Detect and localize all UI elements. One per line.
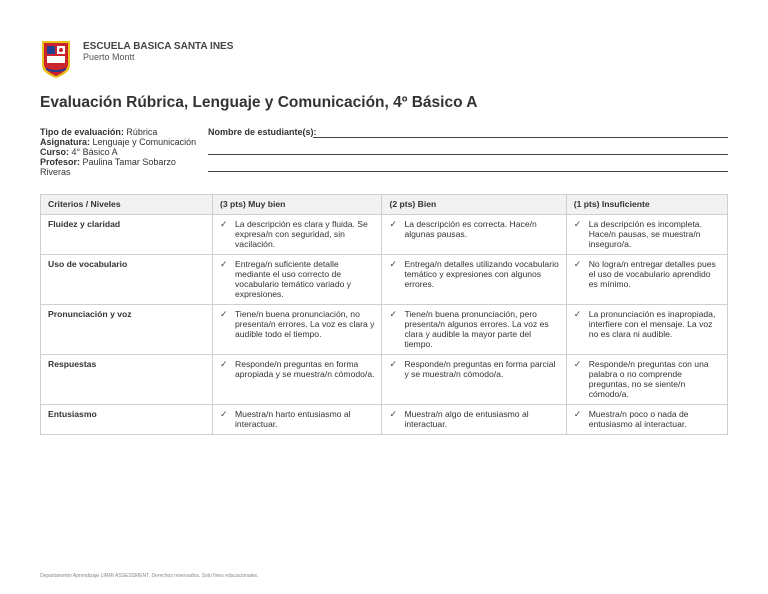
school-city: Puerto Montt xyxy=(83,52,135,62)
descriptor-text: Entrega/n suficiente detalle mediante el uso correcto de vocabulario temático variado y expresiones. xyxy=(235,259,352,299)
asignatura-label: Asignatura: xyxy=(40,137,91,147)
school-crest-icon xyxy=(40,39,72,79)
tipo-label: Tipo de evaluación: xyxy=(40,127,124,137)
descriptor-cell xyxy=(566,255,727,305)
school-header xyxy=(40,39,233,79)
check-icon: ✓ xyxy=(573,359,582,369)
descriptor-text: Responde/n preguntas en forma apropiada y se muestra/n cómodo/a. xyxy=(235,359,375,379)
table-header-row xyxy=(41,195,728,215)
descriptor-text: No logra/n entregar detalles pues el uso de vocabulario aprendido es mínimo. xyxy=(588,259,716,289)
student-name-label: Nombre de estudiante(s): xyxy=(208,127,317,137)
descriptor-text: La descripción es clara y fluida. Se expresa/n con seguridad, sin vacilación. xyxy=(235,219,368,249)
descriptor-cell xyxy=(566,355,727,405)
descriptor-cell xyxy=(382,405,566,435)
evaluation-meta xyxy=(40,127,205,177)
column-header-criteria: Criterios / Niveles xyxy=(41,195,213,215)
descriptor-text: Muestra/n harto entusiasmo al interactuar. xyxy=(235,409,351,429)
check-icon: ✓ xyxy=(220,259,228,269)
descriptor-cell xyxy=(566,305,727,355)
descriptor-text: Entrega/n detalles utilizando vocabulario temático y expresiones con algunos errores. xyxy=(404,259,559,289)
table-row xyxy=(41,215,728,255)
descriptor-cell xyxy=(382,215,566,255)
descriptor-text: La descripción es correcta. Hace/n algunas pausas. xyxy=(404,219,537,239)
descriptor-text: La descripción es incompleta. Hace/n pausas, se muestra/n inseguro/a. xyxy=(588,219,702,249)
descriptor-text: Muestra/n poco o nada de entusiasmo al interactuar. xyxy=(588,409,689,429)
descriptor-cell xyxy=(213,255,382,305)
check-icon: ✓ xyxy=(573,219,582,229)
descriptor-text: Tiene/n buena pronunciación, pero presenta/n algunos errores. La voz es clara y audible la mayor parte del tiempo. xyxy=(404,309,549,349)
column-header-insuficiente: (1 pts) Insuficiente xyxy=(566,195,727,215)
page-title: Evaluación Rúbrica, Lenguaje y Comunicación, 4º Básico A xyxy=(40,94,478,111)
tipo-value: Rúbrica xyxy=(126,127,158,137)
student-name-line[interactable] xyxy=(313,137,728,138)
descriptor-text: Responde/n preguntas en forma parcial y se muestra/n cómodo/a. xyxy=(404,359,556,379)
check-icon: ✓ xyxy=(220,359,228,369)
asignatura-value: Lenguaje y Comunicación xyxy=(92,137,197,147)
criterion-cell: Entusiasmo xyxy=(41,405,213,435)
descriptor-cell xyxy=(566,405,727,435)
descriptor-cell xyxy=(382,255,566,305)
descriptor-cell xyxy=(213,405,382,435)
profesor-label: Profesor: xyxy=(40,157,81,167)
table-row xyxy=(41,355,728,405)
descriptor-cell xyxy=(213,215,382,255)
check-icon: ✓ xyxy=(389,259,397,269)
descriptor-text: Muestra/n algo de entusiasmo al interactuar. xyxy=(404,409,529,429)
descriptor-text: Responde/n preguntas con una palabra o no comprende preguntas, no se siente/n cómodo/a. xyxy=(588,359,709,399)
check-icon: ✓ xyxy=(573,259,582,269)
descriptor-cell xyxy=(566,215,727,255)
check-icon: ✓ xyxy=(220,309,228,319)
student-name-line[interactable] xyxy=(208,171,728,172)
descriptor-cell xyxy=(213,305,382,355)
descriptor-text: Tiene/n buena pronunciación, no presenta/n errores. La voz es clara y audible todo el tiempo. xyxy=(235,309,375,339)
criterion-cell: Uso de vocabulario xyxy=(41,255,213,305)
check-icon: ✓ xyxy=(573,309,582,319)
table-row xyxy=(41,305,728,355)
descriptor-cell xyxy=(382,305,566,355)
column-header-bien: (2 pts) Bien xyxy=(382,195,566,215)
criterion-cell: Respuestas xyxy=(41,355,213,405)
footer-note: Departamento Aprendizaje LIRMI ASSESSMENT. Derechos reservados. Solo fines educacionales. xyxy=(40,573,259,579)
student-name-line[interactable] xyxy=(208,154,728,155)
descriptor-cell xyxy=(213,355,382,405)
descriptor-cell xyxy=(382,355,566,405)
curso-label: Curso: xyxy=(40,147,69,157)
profesor-value: Paulina Tamar Sobarzo Riveras xyxy=(40,157,176,177)
column-header-muy-bien: (3 pts) Muy bien xyxy=(213,195,382,215)
criterion-cell: Pronunciación y voz xyxy=(41,305,213,355)
curso-value: 4° Básico A xyxy=(71,147,118,157)
check-icon: ✓ xyxy=(573,409,582,419)
student-name-field[interactable] xyxy=(208,127,728,137)
check-icon: ✓ xyxy=(220,409,228,419)
school-name: ESCUELA BASICA SANTA INES xyxy=(83,41,234,52)
rubric-table xyxy=(40,194,728,435)
check-icon: ✓ xyxy=(389,409,397,419)
check-icon: ✓ xyxy=(389,359,397,369)
check-icon: ✓ xyxy=(220,219,228,229)
criterion-cell: Fluidez y claridad xyxy=(41,215,213,255)
table-row xyxy=(41,255,728,305)
check-icon: ✓ xyxy=(389,309,397,319)
descriptor-text: La pronunciación es inapropiada, interfiere con el mensaje. La voz no es clara ni audible. xyxy=(588,309,716,339)
check-icon: ✓ xyxy=(389,219,397,229)
table-row xyxy=(41,405,728,435)
